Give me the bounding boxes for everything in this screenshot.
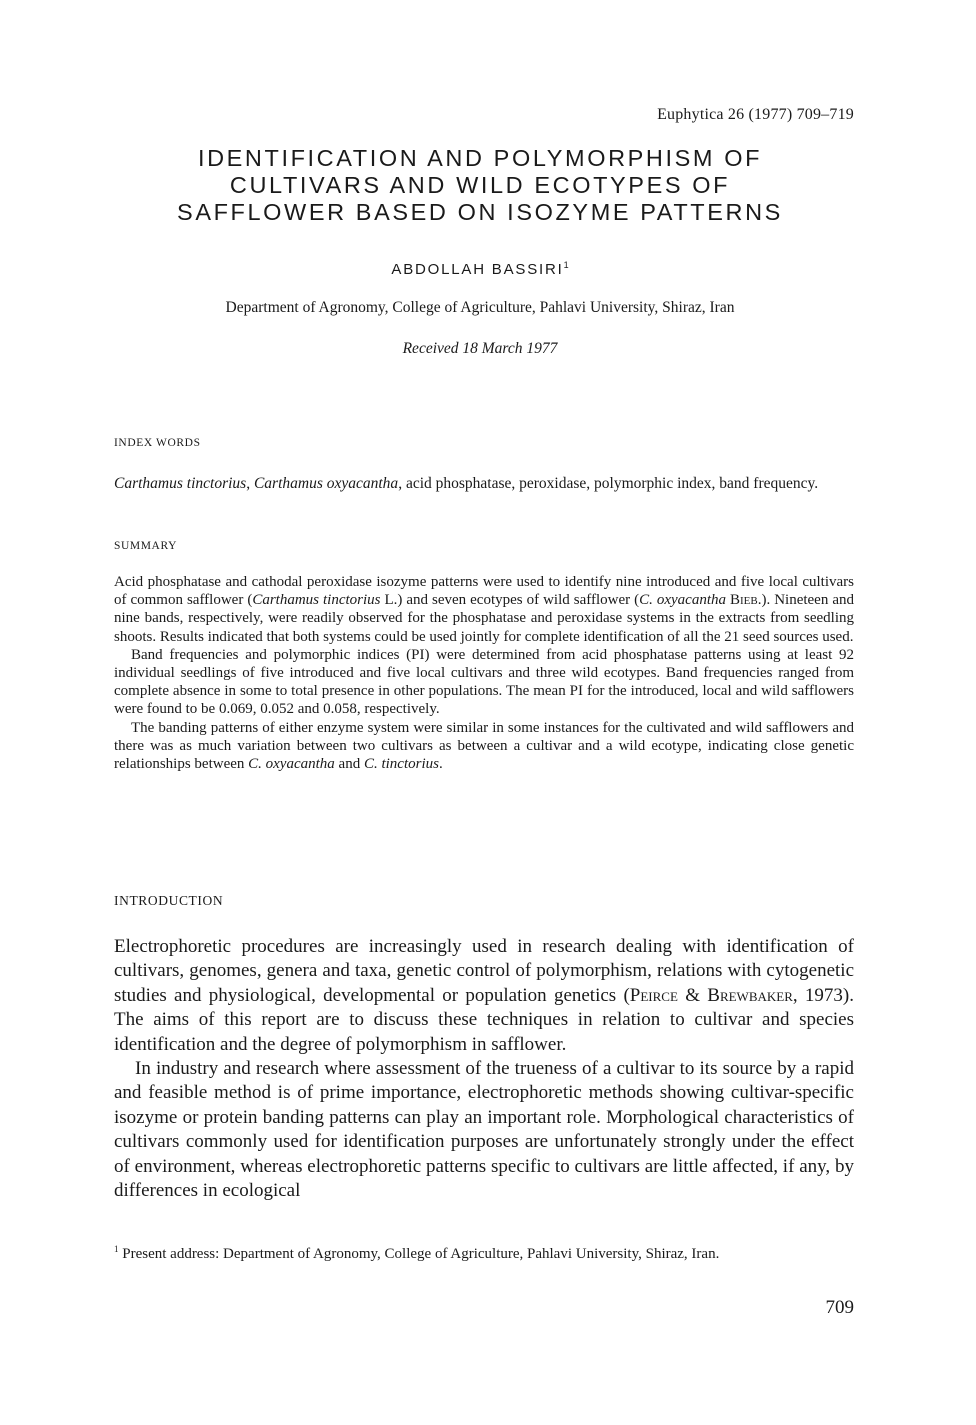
text-run: . [438, 756, 443, 773]
title-line: SAFFLOWER BASED ON ISOZYME PATTERNS [177, 199, 783, 225]
introduction-heading: INTRODUCTION [114, 893, 224, 908]
summary-heading: SUMMARY [114, 540, 177, 552]
author-footnote-mark: 1 [563, 260, 569, 270]
footnote-mark: 1 [114, 1244, 119, 1254]
footnote [114, 1240, 854, 1264]
text-run: , 1973). The aims of this report are to discuss these techniques in relation to cultivar and species identification and the degree of polymorphism in safflower. [114, 984, 854, 1055]
summary-paragraph: Band frequencies and polymorphic indices (PI) were determined from acid phosphatase patterns using at least 92 individual seedlings of five introduced and five local cultivars and three wild ecotypes. Band frequencies ranged from complete absence in some to total presence in other populations. The mean PI for the introduced, local and wild safflowers were found to be 0.069, 0.052 and 0.058, respectively. [114, 646, 854, 718]
summary-section [114, 573, 854, 773]
page-number: 709 [825, 1297, 854, 1318]
title-line: IDENTIFICATION AND POLYMORPHISM OF [197, 145, 763, 171]
title-line: CULTIVARS AND WILD ECOTYPES OF [229, 172, 731, 198]
journal-reference: Euphytica 26 (1977) 709–719 [657, 106, 854, 123]
text-run: and [334, 756, 364, 773]
text-run: ). Nineteen and nine bands, respectively, were readily observed for the phosphatase and peroxidase systems in the extracts from seedling shoots. Results indicated that both systems could be used jointly for complete identification of all the 21 seed sources used. [114, 592, 854, 645]
text-run: & [677, 984, 708, 1006]
citation-author: Brewbaker [707, 984, 793, 1006]
footnote-text: Present address: Department of Agronomy, College of Agriculture, Pahlavi University, Shiraz, Iran. [118, 1246, 720, 1262]
introduction-section [114, 935, 854, 1203]
citation-author: Peirce [629, 984, 678, 1006]
introduction-paragraph [114, 935, 854, 1057]
species-name: Carthamus tinctorius [252, 592, 381, 609]
text-run: Acid phosphatase and cathodal peroxidase isozyme patterns were used to identify nine introduced and five local cultivars of common safflower ( [114, 574, 854, 609]
affiliation: Department of Agronomy, College of Agriculture, Pahlavi University, Shiraz, Iran [225, 299, 735, 316]
paper-title [110, 145, 850, 226]
summary-paragraph [114, 719, 854, 774]
species-name: C. oxyacantha [639, 592, 726, 609]
species-name: Carthamus oxyacantha [253, 475, 399, 492]
author-name: ABDOLLAH BASSIRI [391, 261, 564, 278]
separator: , [246, 475, 254, 492]
author [0, 260, 960, 278]
summary-paragraph [114, 573, 854, 646]
text-run: Electrophoretic procedures are increasingly used in research dealing with identification of cultivars, genomes, genera and taxa, genetic control of polymorphism, relations with cytogenetic studies and physiological, developmental or population genetics ( [114, 936, 854, 1006]
species-name: Carthamus tinctorius [114, 475, 247, 492]
species-authority: Bieb. [726, 592, 762, 609]
text-run: The banding patterns of either enzyme system were similar in some instances for the cultivated and wild safflowers and there was as much variation between two cultivars as between a cultivar and a wild ecotype, indicating close genetic relationships between [114, 719, 854, 773]
index-words-rest: , acid phosphatase, peroxidase, polymorphic index, band frequency. [398, 475, 819, 492]
species-name: C. tinctorius [363, 756, 439, 773]
species-name: C. oxyacantha [248, 756, 335, 773]
introduction-paragraph: In industry and research where assessment of the trueness of a cultivar to its source by a rapid and feasible method is of prime importance, electrophoretic methods showing cultivar-specific isozyme or protein banding patterns can play an important role. Morphological characteristics of cultivars commonly used for identification purposes are unfortunately strongly under the effect of environment, whereas electrophoretic patterns specific to cultivars are little affected, if any, by differences in ecological [114, 1058, 854, 1202]
received-date: Received 18 March 1977 [402, 340, 558, 357]
index-words-text [114, 474, 854, 493]
text-run: L.) and seven ecotypes of wild safflower ( [380, 592, 640, 609]
index-words-heading: INDEX WORDS [114, 437, 201, 449]
